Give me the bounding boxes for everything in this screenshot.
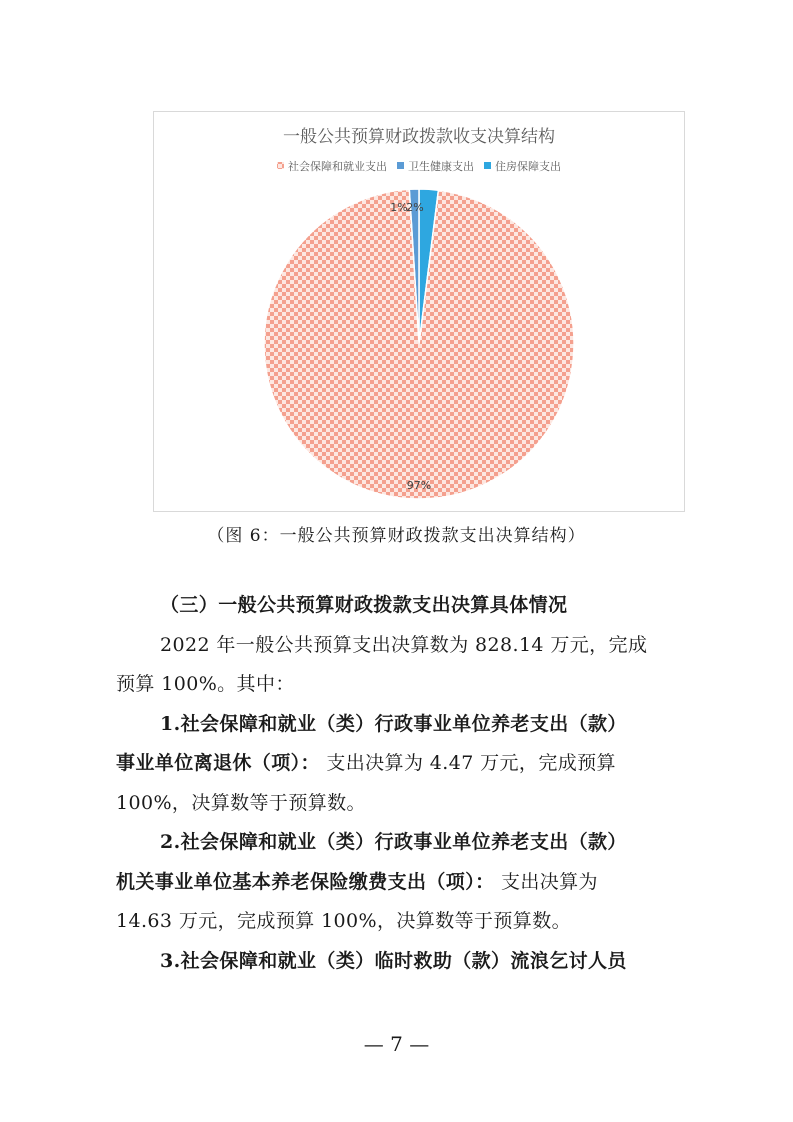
legend-label: 卫生健康支出 bbox=[408, 160, 474, 173]
item2-text-line2: 支出决算为 bbox=[494, 870, 598, 893]
item2-line2 bbox=[116, 863, 676, 903]
legend-item bbox=[397, 159, 474, 173]
pie-slices bbox=[264, 189, 574, 499]
pie-data-label: 2% bbox=[406, 201, 424, 214]
legend-label: 住房保障支出 bbox=[495, 160, 561, 173]
legend-swatch bbox=[484, 162, 491, 169]
item3-title-line1: 3.社会保障和就业（类）临时救助（款）流浪乞讨人员 bbox=[160, 949, 627, 972]
legend-item bbox=[484, 159, 561, 173]
pie-data-label: 1% bbox=[390, 201, 408, 214]
pie-chart bbox=[154, 112, 684, 511]
item1-text-line3: 100%，决算数等于预算数。 bbox=[116, 791, 366, 814]
intro-line-1: 2022 年一般公共预算支出决算数为 828.14 万元，完成 bbox=[160, 633, 648, 656]
item1-title-line2: 事业单位离退休（项）： bbox=[116, 752, 320, 774]
legend-swatch bbox=[397, 162, 404, 169]
intro-line-2: 预算 100%。其中： bbox=[116, 673, 295, 695]
pie-chart-frame bbox=[153, 111, 685, 512]
item1-title-line1: 1.社会保障和就业（类）行政事业单位养老支出（款） bbox=[160, 712, 627, 735]
figure-caption: （图 6：一般公共预算财政拨款支出决算结构） bbox=[207, 526, 586, 546]
legend-item bbox=[277, 159, 387, 173]
legend-label: 社会保障和就业支出 bbox=[288, 160, 387, 173]
section-heading: （三）一般公共预算财政拨款支出决算具体情况 bbox=[160, 594, 568, 616]
page-number: — 7 — bbox=[363, 1032, 430, 1056]
item2-text-line3: 14.63 万元，完成预算 100%，决算数等于预算数。 bbox=[116, 910, 571, 932]
chart-legend bbox=[277, 159, 561, 173]
chart-title: 一般公共预算财政拨款收支决算结构 bbox=[283, 127, 555, 147]
pie-data-label: 97% bbox=[406, 479, 432, 492]
legend-swatch bbox=[277, 162, 284, 169]
body-text bbox=[116, 586, 676, 981]
item2-title-line2: 机关事业单位基本养老保险缴费支出（项）： bbox=[116, 870, 495, 893]
item2-title-line1: 2.社会保障和就业（类）行政事业单位养老支出（款） bbox=[160, 831, 627, 853]
item1-line2 bbox=[116, 744, 676, 784]
item1-text-line2: 支出决算为 4.47 万元，完成预算 bbox=[319, 752, 616, 774]
